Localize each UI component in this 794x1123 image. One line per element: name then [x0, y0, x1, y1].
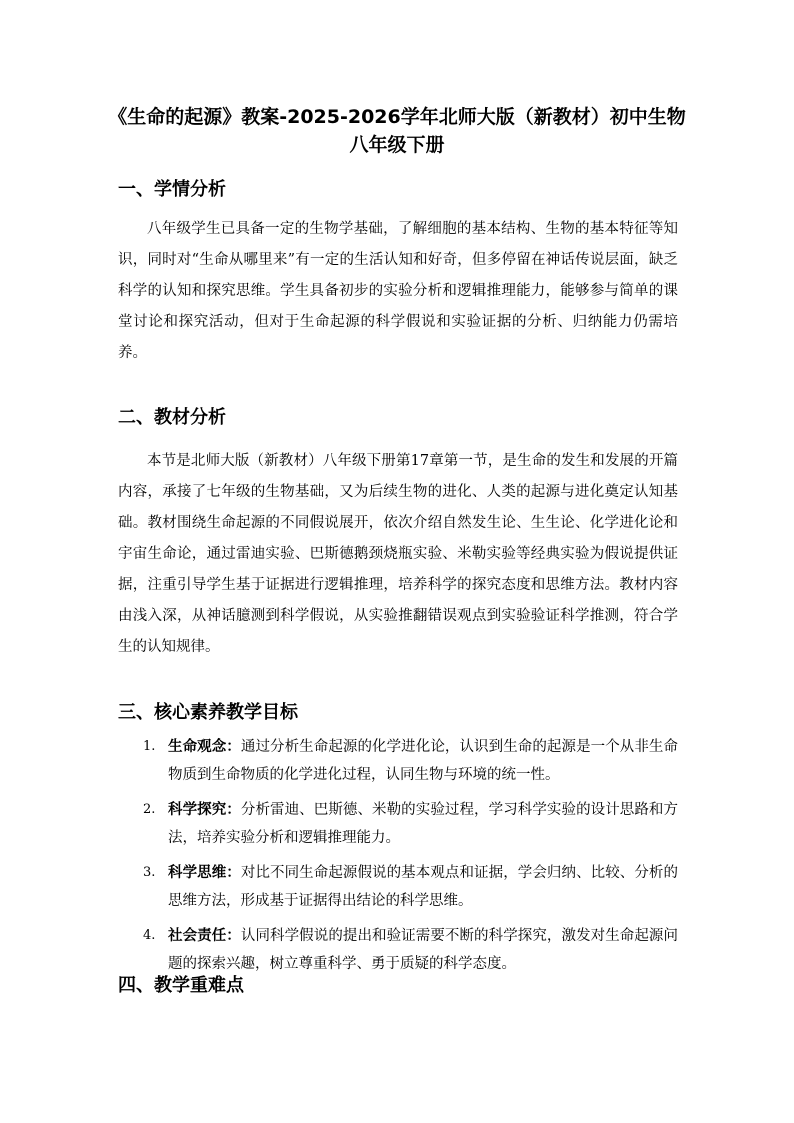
section-heading-teaching-goals: 三、核心素养教学目标: [118, 702, 298, 723]
list-item-text: 通过分析生命起源的化学进化论，认识到生命的起源是一个从非生命物质到生命物质的化学进化过程，认同生物与环境的统一性。: [168, 739, 679, 783]
list-item: [118, 922, 678, 978]
list-item: [118, 859, 678, 915]
list-item-text: 对比不同生命起源假说的基本观点和证据，学会归纳、比较、分析的思维方法，形成基于证据得出结论的科学思维。: [168, 865, 679, 909]
teaching-goals-list: [118, 733, 678, 985]
list-item-number: 3.: [143, 865, 156, 880]
list-item-number: 4.: [143, 928, 156, 943]
list-item-term: 科学探究：: [168, 802, 241, 818]
list-item-term: 生命观念：: [168, 739, 241, 755]
document-title: 《生命的起源》教案-2025-2026学年北师大版（新教材）初中生物八年级下册: [108, 106, 686, 156]
section-heading-key-difficulties: 四、教学重难点: [118, 975, 244, 996]
list-item-term: 科学思维：: [168, 865, 241, 881]
textbook-analysis-paragraph: 本节是北师大版（新教材）八年级下册第17章第一节，是生命的发生和发展的开篇内容，承接了七年级的生物基础，又为后续生物的进化、人类的起源与进化奠定认知基础。教材围绕生命起源的不同假说展开，依次介绍自然发生论、生生论、化学进化论和宇宙生命论，通过雷迪实验、巴斯德鹅颈烧瓶实验、米勒实验等经典实验为假说提供证据，注重引导学生基于证据进行逻辑推理，培养科学的探究态度和思维方法。教材内容由浅入深，从神话臆测到科学假说，从实验推翻错误观点到实验验证科学推测，符合学生的认知规律。: [118, 453, 678, 655]
section-heading-textbook-analysis: 二、教材分析: [118, 407, 226, 428]
learner-analysis-paragraph: 八年级学生已具备一定的生物学基础，了解细胞的基本结构、生物的基本特征等知识，同时对“生命从哪里来”有一定的生活认知和好奇，但多停留在神话传说层面，缺乏科学的认知和探究思维。学生具备初步的实验分析和逻辑推理能力，能够参与简单的课堂讨论和探究活动，但对于生命起源的科学假说和实验证据的分析、归纳能力仍需培养。: [118, 221, 678, 361]
section-heading-learner-analysis: 一、学情分析: [118, 179, 226, 200]
list-item: [118, 733, 678, 789]
list-item-number: 2.: [143, 802, 156, 817]
list-item: [118, 796, 678, 852]
list-item-text: 认同科学假说的提出和验证需要不断的科学探究，激发对生命起源问题的探索兴趣，树立尊重科学、勇于质疑的科学态度。: [168, 928, 679, 972]
list-item-text: 分析雷迪、巴斯德、米勒的实验过程，学习科学实验的设计思路和方法，培养实验分析和逻辑推理能力。: [168, 802, 679, 846]
list-item-term: 社会责任：: [168, 928, 241, 944]
list-item-number: 1.: [143, 739, 156, 754]
